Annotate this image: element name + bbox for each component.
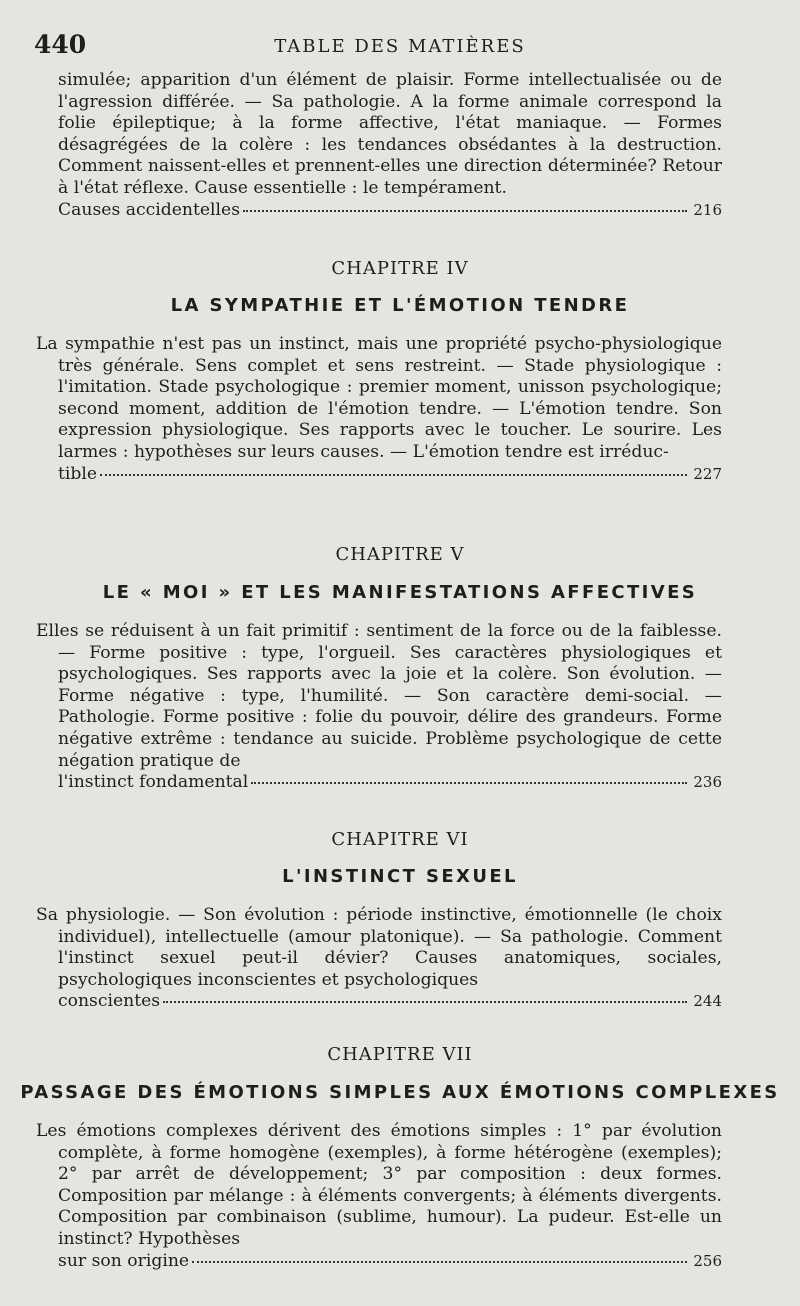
- entry-last-line: [36, 464, 722, 486]
- chapter-label: CHAPITRE IV: [331, 258, 469, 279]
- toc-entry: [36, 1121, 722, 1272]
- entry-last-text: tible: [58, 463, 98, 484]
- entry-text: simulée; apparition d'un élément de plaisir. Forme intellectualisée ou de l'agression différée. — Sa pathologie. A la forme animale correspond la folie épileptique; à la forme affective, l'état maniaque. — Formes désagrégées de la colère : les tendances obsédantes à la destruction. Comment naissent-elles et prennent-elles une direction déterminée? Retour à l'état réflexe. Cause essentielle : le tempérament.: [58, 70, 722, 198]
- toc-entry: [36, 621, 722, 794]
- running-title: TABLE DES MATIÈRES: [274, 36, 526, 57]
- entry-text: Sa physiologie. — Son évolution : période instinctive, émotionnelle (le choix individuel), intellectuelle (amour platonique). — Sa pathologie. Comment l'instinct sexuel peut-il dévier? Causes anatomiques, sociales, psychologiques inconscientes et psychologiques: [36, 905, 722, 990]
- entry-page[interactable]: 227: [693, 464, 722, 483]
- entry-last-line: [36, 1251, 722, 1273]
- chapter-label: CHAPITRE VI: [331, 829, 469, 850]
- entry-text: Elles se réduisent à un fait primitif : sentiment de la force ou de la faiblesse. — Forme positive : type, l'orgueil. Ses caractères physiologiques et psychologiques. Ses rapports avec la joie et la colère. Son évolution. — Forme négative : type, l'humilité. — Son caractère demi-social. — Pathologie. Forme positive : folie du pouvoir, délire des grandeurs. Forme négative extrême : tendance au suicide. Problème psychologique de cette négation pratique de: [36, 621, 722, 771]
- toc-entry: [36, 70, 722, 221]
- dot-leader: [192, 1261, 687, 1263]
- entry-last-text: Causes accidentelles: [58, 199, 241, 220]
- entry-last-text: conscientes: [58, 991, 161, 1012]
- page-number: 440: [34, 30, 87, 59]
- chapter-title: L'INSTINCT SEXUEL: [282, 866, 518, 887]
- entry-page[interactable]: 236: [693, 773, 722, 792]
- entry-text: La sympathie n'est pas un instinct, mais une propriété psycho-physiologique très générale. Sens complet et sens restreint. — Stade physiologique : l'imitation. Stade psychologique : premier moment, unisson psychologique; second moment, addition de l'émotion tendre. — L'émotion tendre. Son expression physiologique. Ses rapports avec le toucher. Le sourire. Les larmes : hypothèses sur leurs causes. — L'émotion tendre est irréduc-: [36, 334, 722, 462]
- entry-page[interactable]: 256: [693, 1251, 722, 1270]
- entry-last-text: sur son origine: [58, 1250, 190, 1271]
- entry-last-line: [36, 772, 722, 794]
- entry-last-line: [36, 200, 722, 222]
- dot-leader: [163, 1001, 687, 1003]
- toc-entry: [36, 334, 722, 485]
- running-head: [0, 28, 800, 62]
- chapter-label: CHAPITRE VII: [327, 1044, 473, 1065]
- entry-last-line: [36, 991, 722, 1013]
- dot-leader: [251, 782, 687, 784]
- entry-text: Les émotions complexes dérivent des émotions simples : 1° par évolution complète, à forme homogène (exemples), à forme hétérogène (exemples); 2° par arrêt de développement; 3° par composition : deux formes. Composition par mélange : à éléments convergents; à éléments divergents. Composition par combinaison (sublime, humour). La pudeur. Est-elle un instinct? Hypothèses: [36, 1121, 722, 1249]
- chapter-title: LA SYMPATHIE ET L'ÉMOTION TENDRE: [170, 295, 630, 316]
- toc-entry: [36, 905, 722, 1013]
- chapter-title: LE « MOI » ET LES MANIFESTATIONS AFFECTIVES: [102, 582, 698, 603]
- entry-last-text: l'instinct fondamental: [58, 772, 249, 793]
- entry-page[interactable]: 244: [693, 992, 722, 1011]
- entry-page[interactable]: 216: [693, 200, 722, 219]
- dot-leader: [100, 474, 687, 476]
- chapter-label: CHAPITRE V: [335, 544, 465, 565]
- dot-leader: [243, 210, 687, 212]
- chapter-title: PASSAGE DES ÉMOTIONS SIMPLES AUX ÉMOTIONS COMPLEXES: [20, 1082, 780, 1103]
